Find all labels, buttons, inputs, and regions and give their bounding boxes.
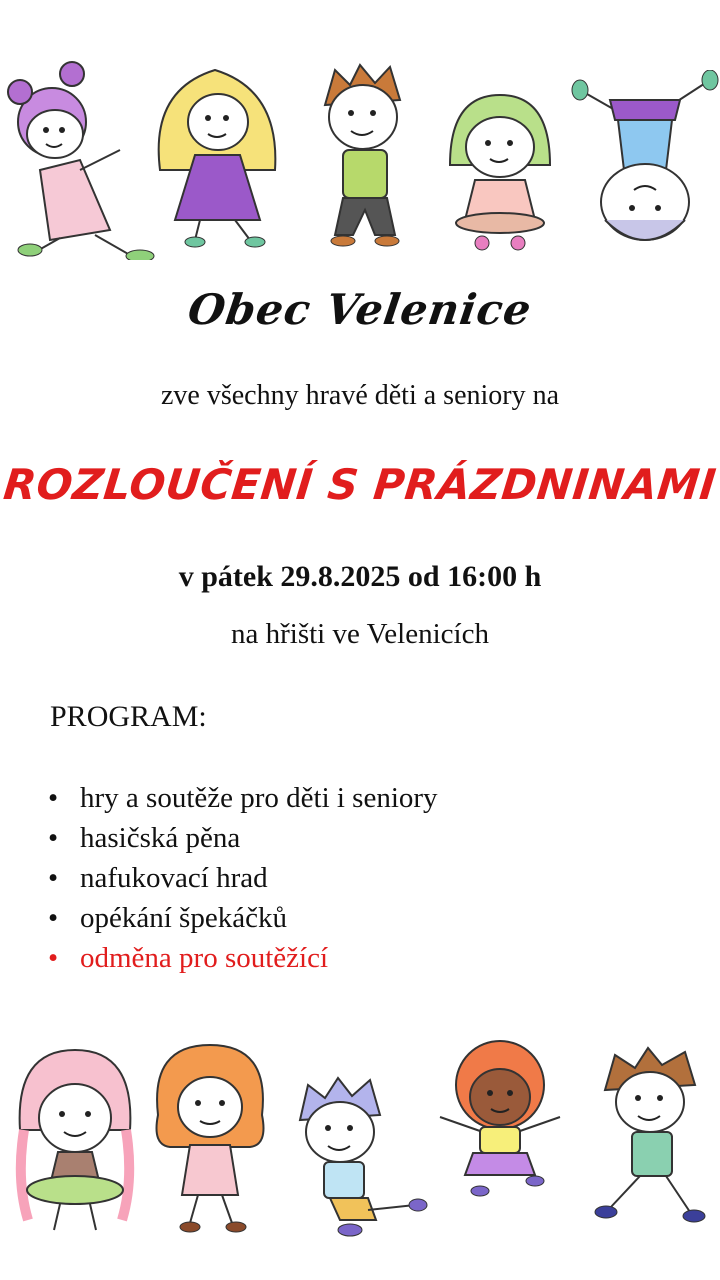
event-location: na hřišti ve Velenicích	[231, 618, 489, 650]
bullet-icon: •	[48, 942, 59, 974]
program-item	[48, 898, 438, 938]
organizer-title: Obec Velenice	[185, 285, 535, 334]
bottom-kids-illustration	[0, 1020, 720, 1250]
program-item-label: odměna pro soutěžící	[80, 942, 329, 974]
boy-brown-hair-icon	[305, 55, 425, 255]
program-item-label: nafukovací hrad	[80, 862, 268, 894]
program-item-highlight	[48, 938, 438, 978]
kid-handstand-icon	[570, 70, 720, 260]
event-title: ROZLOUČENÍ S PRÁZDNINAMI	[1, 460, 719, 509]
program-item	[48, 818, 438, 858]
bullet-icon: •	[48, 782, 59, 814]
girl-purple-hair-icon	[0, 60, 160, 260]
program-heading: PROGRAM:	[50, 700, 207, 733]
invitation-text: zve všechny hravé děti a seniory na	[160, 380, 560, 411]
bullet-icon: •	[48, 822, 59, 854]
girl-green-hair-icon	[440, 85, 560, 255]
boy-running-icon	[590, 1040, 715, 1240]
boy-lilac-hair-icon	[280, 1070, 430, 1240]
girl-curly-hair-icon	[435, 1035, 565, 1225]
program-item	[48, 778, 438, 818]
program-item	[48, 858, 438, 898]
girl-pink-braids-icon	[10, 1040, 140, 1240]
program-item-label: opékání špekáčků	[80, 902, 287, 934]
event-date-time: v pátek 29.8.2025 od 16:00 h	[178, 560, 542, 593]
top-kids-illustration	[0, 40, 720, 260]
bullet-icon: •	[48, 862, 59, 894]
program-list	[48, 778, 438, 978]
program-item-label: hasičská pěna	[80, 822, 241, 854]
girl-yellow-hair-icon	[140, 50, 290, 250]
program-item-label: hry a soutěže pro děti i seniory	[80, 782, 438, 814]
girl-orange-hair-icon	[150, 1035, 270, 1235]
bullet-icon: •	[48, 902, 59, 934]
